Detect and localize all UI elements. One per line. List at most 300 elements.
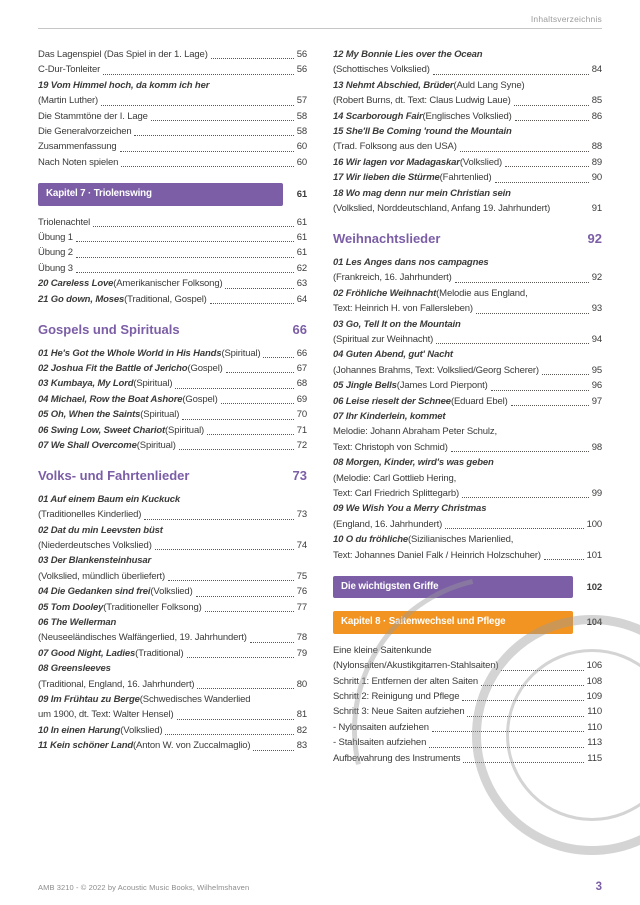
dot-leader [542,374,589,375]
toc-entry [333,301,602,316]
toc-entry-page: 70 [296,409,307,421]
toc-entry-text: (Amerikanischer Folksong) [113,278,223,290]
toc-entry [333,548,602,563]
toc-entry [333,704,602,719]
dot-leader [225,288,293,289]
toc-entry [333,155,602,170]
toc-entry-text: (Trad. Folksong aus den USA) [333,141,457,153]
toc-entry-text: (Traditionelles Kinderlied) [38,509,142,521]
toc-entry-text: (Volkslied, Norddeutschland, Anfang 19. Jahrhundert) [333,203,551,215]
toc-entry-text: 06 Leise rieselt der Schnee [333,395,451,407]
toc-entry-page: 77 [296,601,307,613]
toc-entry-text: 06 Swing Low, Sweet Chariot [38,424,166,436]
toc-entry [333,378,602,393]
section-heading [38,468,307,483]
toc-entry [333,109,602,124]
dot-leader [253,750,293,751]
toc-entry [38,600,307,615]
toc-entry-text: 04 Michael, Row the Boat Ashore [38,393,183,405]
toc-entry-text: 14 Scarborough Fair [333,110,423,122]
toc-entry [333,201,602,216]
toc-entry-page: 108 [586,675,602,687]
toc-entry-page: 71 [296,424,307,436]
toc-entry [38,124,307,139]
toc-entry [38,584,307,599]
toc-entry-text: 11 Kein schöner Land [38,740,134,752]
toc-entry-text: 04 Die Gedanken sind frei [38,586,151,598]
toc-entry-text: (Spiritual) [221,347,261,359]
dot-leader [495,182,589,183]
toc-entry [38,423,307,438]
toc-entry [333,658,602,673]
dot-leader [429,747,584,748]
chapter-bar-page: 102 [586,581,602,593]
toc-entry [333,139,602,154]
toc-entry [38,723,307,738]
toc-entry [333,501,602,516]
section-heading-page: 66 [292,322,307,338]
toc-entry-text: (Schwedisches Wanderlied [139,694,251,706]
dot-leader [432,731,584,732]
dot-leader [436,343,589,344]
chapter-bar [333,611,573,633]
toc-entry [38,109,307,124]
toc-entry [333,409,602,424]
toc-entry-text: (Sizilianisches Marienlied, [408,534,514,546]
dot-leader [210,303,294,304]
toc-entry-text: (Johannes Brahms, Text: Volkslied/Georg Scherer) [333,364,539,376]
toc-entry-page: 76 [296,586,307,598]
dot-leader [481,685,584,686]
toc-entry [38,738,307,753]
dot-leader [205,611,294,612]
dot-leader [445,528,583,529]
toc-entry-page: 61 [296,232,307,244]
toc-entry-text: C-Dur-Tonleiter [38,64,101,76]
dot-leader [182,419,293,420]
toc-entry-text: 05 Tom Dooley [38,601,104,613]
toc-entry-page: 95 [591,364,602,376]
toc-entry-text: 03 Kumbaya, My Lord [38,378,134,390]
toc-entry-page: 80 [296,678,307,690]
toc-entry [38,661,307,676]
chapter-bar-page: 61 [296,188,307,200]
toc-entry-text: (Gospel) [182,393,218,405]
toc-entry-text: (Spiritual) [133,378,173,390]
toc-entry-text: Aufbewahrung des Instruments [333,752,461,764]
toc-entry-text: Schritt 2: Reinigung und Pflege [333,691,460,703]
footer-imprint: AMB 3210 - © 2022 by Acoustic Music Books, Wilhelmshaven [38,883,250,892]
toc-entry-text: (Spiritual) [165,424,205,436]
toc-entry-page: 61 [296,216,307,228]
dot-leader [93,226,294,227]
toc-entry-page: 72 [296,439,307,451]
toc-entry-page: 63 [296,278,307,290]
toc-entry-page: 110 [587,721,602,733]
toc-entry-text: 05 Jingle Bells [333,380,397,392]
toc-entry-text: Das Lagenspiel (Das Spiel in der 1. Lage) [38,49,208,60]
toc-entry-page: 58 [296,126,307,138]
chapter-bar [333,576,573,598]
toc-entry [38,677,307,692]
toc-entry [333,317,602,332]
toc-entry-page: 98 [591,441,602,453]
toc-entry-page: 68 [296,378,307,390]
toc-entry-text: 13 Nehmt Abschied, Brüder [333,79,454,91]
toc-columns [0,29,640,766]
dot-leader [462,497,589,498]
toc-entry [333,363,602,378]
toc-entry [38,47,307,62]
toc-entry-text: (Gospel) [187,362,223,374]
toc-entry [333,720,602,735]
toc-entry-text: (Melodie aus England, [436,287,528,299]
toc-entry-text: (Spiritual zur Weihnacht) [333,333,434,345]
toc-entry-page: 90 [591,172,602,184]
toc-entry-text: Text: Heinrich H. von Fallersleben) [333,303,473,315]
page-footer [38,881,602,893]
toc-entry [38,646,307,661]
chapter-bar-row [333,611,602,633]
toc-entry-text: Triolenachtel [38,216,91,228]
toc-entry-text: (Schottisches Volkslied) [333,64,430,76]
toc-entry-text: 07 Good Night, Ladies [38,647,136,659]
toc-entry [333,735,602,750]
toc-entry-page: 94 [591,333,602,345]
dot-leader [476,313,589,314]
dot-leader [455,282,589,283]
toc-entry-text: (Anton W. von Zuccalmaglio) [133,740,251,752]
toc-entry-text: 20 Careless Love [38,278,114,290]
toc-entry [38,392,307,407]
dot-leader [511,405,589,406]
dot-leader [134,135,293,136]
dot-leader [76,257,294,258]
dot-leader [101,105,294,106]
dot-leader [250,642,294,643]
toc-entry [333,270,602,285]
toc-entry-text: 02 Fröhliche Weihnacht [333,287,437,299]
toc-entry-text: - Nylonsaiten aufziehen [333,721,429,733]
toc-entry-text: (Traditional, England, 16. Jahrhundert) [38,678,195,690]
toc-entry-text: (Traditional) [135,647,184,659]
dot-leader [505,166,589,167]
toc-entry-text: (Traditional, Gospel) [124,293,207,305]
toc-entry-text: 04 Guten Abend, gut' Nacht [333,349,453,361]
toc-entry [333,471,602,486]
dot-leader [463,762,584,763]
toc-entry [38,215,307,230]
toc-entry-page: 110 [587,706,602,718]
toc-entry-text: Übung 3 [38,262,73,274]
toc-entry-text: Eine kleine Saitenkunde [333,644,432,656]
toc-entry [333,255,602,270]
toc-entry-page: 106 [586,660,602,672]
toc-entry [38,292,307,307]
toc-entry [333,394,602,409]
toc-entry-page: 69 [296,393,307,405]
toc-entry-text: 01 Auf einem Baum ein Kuckuck [38,493,181,505]
toc-entry-text: 07 Ihr Kinderlein, kommet [333,410,446,422]
toc-entry-text: (Robert Burns, dt. Text: Claus Ludwig Laue) [333,95,511,107]
dot-leader [207,434,294,435]
section-heading [38,322,307,337]
toc-entry-text: (Niederdeutsches Volkslied) [38,539,152,551]
toc-entry-text: 01 Les Anges dans nos campagnes [333,256,489,268]
toc-column-left [38,47,307,766]
toc-entry-text: um 1900, dt. Text: Walter Hensel) [38,709,174,721]
toc-entry [333,455,602,470]
dot-leader [514,105,589,106]
toc-entry-text: (Spiritual) [136,439,176,451]
dot-leader [451,451,589,452]
toc-entry [333,486,602,501]
toc-entry [333,751,602,766]
toc-entry-text: (James Lord Pierpont) [396,380,488,392]
toc-entry-text: (Nylonsaiten/Akustikgitarren-Stahlsaiten) [333,660,499,672]
toc-entry-text: 02 Joshua Fit the Battle of Jericho [38,362,188,374]
toc-entry [333,93,602,108]
toc-entry [333,62,602,77]
page-header-title: Inhaltsverzeichnis [530,14,602,24]
toc-entry [38,155,307,170]
toc-entry-page: 66 [296,347,307,359]
dot-leader [175,388,293,389]
chapter-bar-row [333,576,602,598]
toc-entry [333,424,602,439]
dot-leader [76,241,294,242]
toc-entry-text: Nach Noten spielen [38,156,119,168]
dot-leader [263,357,293,358]
toc-entry [333,532,602,547]
chapter-bar-label: Kapitel 8 · Saitenwechsel und Pflege [341,616,506,628]
toc-entry [38,139,307,154]
dot-leader [226,372,294,373]
toc-entry [333,170,602,185]
toc-entry [38,438,307,453]
toc-entry-page: 56 [296,64,307,76]
toc-entry-text: (Neuseeländisches Walfängerlied, 19. Jahrhundert) [38,632,247,644]
toc-entry [38,492,307,507]
toc-entry [333,674,602,689]
toc-entry-text: (Volkslied) [120,724,163,736]
dot-leader [544,559,584,560]
toc-entry-page: 60 [296,141,307,153]
toc-entry [38,78,307,93]
toc-entry-page: 83 [296,740,307,752]
toc-entry [333,186,602,201]
toc-entry-text: 05 Oh, When the Saints [38,409,141,421]
toc-entry-page: 84 [591,64,602,76]
toc-entry-text: (Spiritual) [140,409,180,421]
toc-entry-text: 15 She'll Be Coming 'round the Mountain [333,126,512,138]
dot-leader [460,151,589,152]
toc-entry-text: 08 Greensleeves [38,663,111,675]
toc-entry-text: 07 We Shall Overcome [38,439,137,451]
toc-entry [38,538,307,553]
toc-entry-page: 99 [591,487,602,499]
dot-leader [187,657,294,658]
toc-entry-text: Zusammenfassung [38,141,117,153]
toc-entry-text: (England, 16. Jahrhundert) [333,518,443,530]
toc-entry-page: 113 [587,737,602,749]
toc-entry-text: 03 Der Blankensteinhusar [38,555,152,567]
dot-leader [165,734,293,735]
toc-entry-text: (Eduard Ebel) [450,395,508,407]
dot-leader [121,166,294,167]
toc-entry-page: 97 [591,395,602,407]
dot-leader [433,74,589,75]
toc-entry-text: 17 Wir lieben die Stürme [333,172,440,184]
toc-entry-page: 57 [296,95,307,107]
toc-entry [333,643,602,658]
toc-entry-page: 73 [296,509,307,521]
toc-entry-page: 78 [296,632,307,644]
section-heading-title: Weihnachtslieder [333,231,441,247]
toc-entry-text: Text: Carl Friedrich Splittegarb) [333,487,459,499]
toc-entry-page: 92 [591,272,602,284]
toc-entry [333,347,602,362]
section-heading-title: Gospels und Spirituals [38,322,180,338]
toc-entry-text: 19 Vom Himmel hoch, da komm ich her [38,79,210,91]
toc-entry-text: (Traditioneller Folksong) [103,601,202,613]
toc-entry [333,689,602,704]
toc-entry [38,346,307,361]
toc-entry-page: 86 [591,110,602,122]
toc-entry-text: 10 In einen Harung [38,724,121,736]
section-heading-page: 92 [587,231,602,247]
toc-entry-text: 01 He's Got the Whole World in His Hands [38,347,222,359]
dot-leader [211,58,294,59]
toc-entry-text: Schritt 3: Neue Saiten aufziehen [333,706,465,718]
dot-leader [144,519,293,520]
toc-entry-text: - Stahlsaiten aufziehen [333,737,427,749]
toc-entry [38,62,307,77]
section-heading [333,231,602,246]
toc-entry [38,523,307,538]
toc-entry [38,376,307,391]
toc-entry-text: 18 Wo mag denn nur mein Christian sein [333,187,511,199]
page-header [0,0,640,29]
toc-entry-page: 61 [296,247,307,259]
dot-leader [197,688,293,689]
toc-entry-text: Schritt 1: Entfernen der alten Saiten [333,675,478,687]
toc-entry [38,276,307,291]
toc-entry-page: 75 [296,570,307,582]
chapter-bar-label: Die wichtigsten Griffe [341,581,439,592]
toc-entry-text: Melodie: Johann Abraham Peter Schulz, [333,426,497,438]
toc-entry-text: 02 Dat du min Leevsten büst [38,524,163,536]
toc-entry-text: Übung 1 [38,232,73,244]
toc-entry [38,707,307,722]
toc-entry-page: 81 [296,709,307,721]
toc-entry [38,261,307,276]
toc-entry-text: 08 Morgen, Kinder, wird's was geben [333,457,494,469]
toc-entry [38,407,307,422]
toc-entry-page: 101 [586,549,602,561]
dot-leader [179,449,294,450]
dot-leader [155,549,294,550]
toc-entry-text: Die Stammtöne der I. Lage [38,110,148,122]
toc-entry [38,507,307,522]
toc-entry-page: 79 [296,647,307,659]
dot-leader [120,151,294,152]
toc-entry-text: (Martin Luther) [38,95,99,107]
toc-entry-page: 82 [296,724,307,736]
toc-entry-text: Text: Johannes Daniel Falk / Heinrich Holzschuher) [333,549,541,561]
dot-leader [501,670,583,671]
toc-entry-page: 85 [591,95,602,107]
toc-entry [38,569,307,584]
toc-entry-page: 109 [586,691,602,703]
toc-entry [333,332,602,347]
toc-entry-page: 58 [296,110,307,122]
dot-leader [491,390,589,391]
section-heading-page: 73 [292,468,307,484]
dot-leader [515,120,589,121]
section-heading-title: Volks- und Fahrtenlieder [38,468,190,484]
toc-entry-text: 09 We Wish You a Merry Christmas [333,503,487,515]
toc-entry [333,78,602,93]
chapter-bar-page: 104 [586,616,602,628]
toc-entry [38,553,307,568]
footer-page-number: 3 [595,881,602,893]
toc-entry [38,245,307,260]
toc-entry-page: 62 [296,262,307,274]
toc-entry-text: 06 The Wellerman [38,617,117,628]
toc-column-right [333,47,602,766]
toc-entry-text: (Melodie: Carl Gottlieb Hering, [333,472,457,484]
toc-entry [38,93,307,108]
dot-leader [462,700,583,701]
toc-entry-page: 100 [586,518,602,530]
toc-entry [333,517,602,532]
toc-entry-page: 91 [591,203,602,215]
chapter-bar-row [38,183,307,205]
toc-entry-page: 56 [296,49,307,60]
dot-leader [221,403,294,404]
toc-entry [38,615,307,630]
dot-leader [103,74,294,75]
toc-entry-text: Text: Christoph von Schmid) [333,441,448,453]
dot-leader [76,272,294,273]
toc-entry-text: 09 Im Frühtau zu Berge [38,694,140,706]
toc-entry-text: (Frankreich, 16. Jahrhundert) [333,272,452,284]
toc-entry [333,47,602,62]
toc-entry-page: 93 [591,303,602,315]
dot-leader [196,596,294,597]
toc-entry-page: 64 [296,293,307,305]
toc-entry-text: 16 Wir lagen vor Madagaskar [333,156,460,168]
toc-entry-text: (Volkslied) [459,156,502,168]
toc-entry-page: 60 [296,156,307,168]
dot-leader [177,719,294,720]
toc-entry-page: 115 [587,752,602,764]
toc-entry-text: (Volkslied, mündlich überliefert) [38,570,166,582]
toc-entry-text: Übung 2 [38,247,73,259]
toc-entry-page: 67 [296,362,307,374]
toc-entry-page: 96 [591,380,602,392]
toc-entry [333,440,602,455]
toc-entry [38,630,307,645]
toc-entry-page: 89 [591,156,602,168]
dot-leader [151,120,294,121]
toc-entry [38,230,307,245]
toc-entry-text: (Englisches Volkslied) [422,110,512,122]
chapter-bar-label: Kapitel 7 · Triolenswing [46,188,152,200]
chapter-bar [38,183,283,205]
toc-entry [38,361,307,376]
